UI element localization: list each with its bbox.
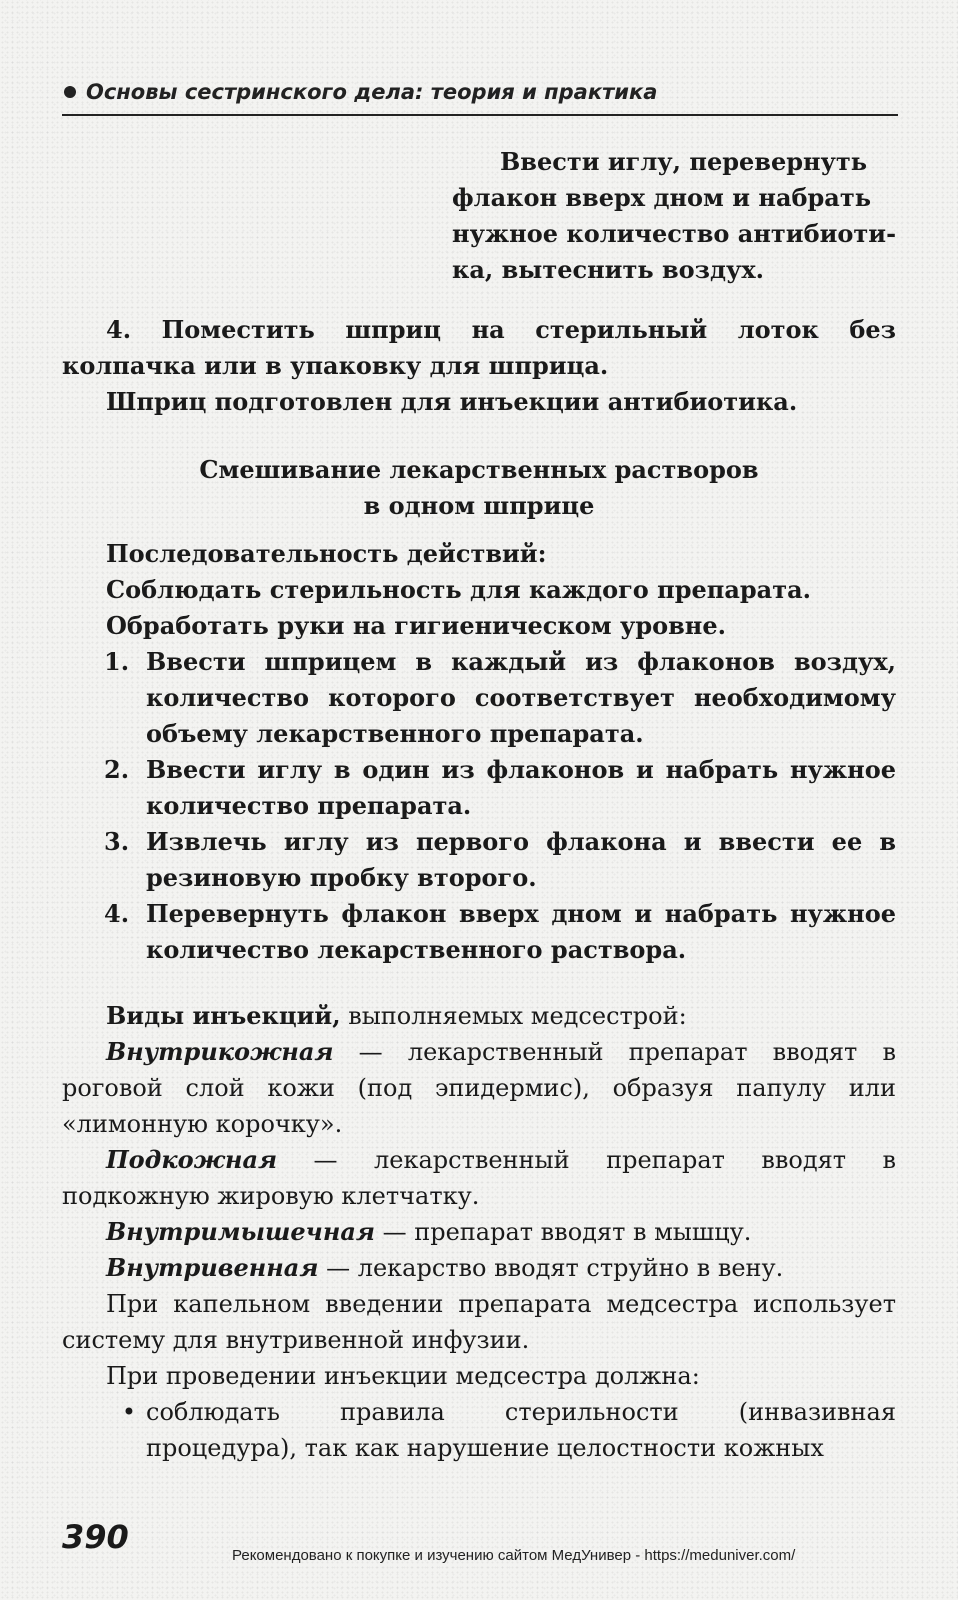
injection-term: Внутривенная [106,1253,319,1282]
running-header [64,80,894,104]
sequence-block [62,536,896,968]
injections-intro-bold: Виды инъекций, [106,1001,341,1030]
step-number: 1. [104,647,130,676]
steps-list [62,644,896,968]
intro-line: флакон вверх дном и набрать [452,183,871,212]
intro-line: ка, вытеснить воздух. [452,255,764,284]
injections-intro [62,998,896,1034]
step-number: 4. [104,899,130,928]
injections-block [62,998,896,1466]
section-heading-line2: в одном шприце [363,491,595,520]
step-text: Перевернуть флакон вверх дном и набрать нужное количество лекарственного раствора. [146,899,896,964]
injection-term: Внутрикожная [106,1037,334,1066]
step4-result: Шприц подготовлен для инъекции антибиотика. [106,387,798,416]
intro-line: нужное количество антибиоти- [452,219,897,248]
sequence-label: Последовательность действий: [106,539,547,568]
bullet-icon: • [121,1398,136,1426]
bullet-dot-icon [64,86,76,98]
footer-note: Рекомендовано к покупке и изучению сайтом МедУнивер - https://meduniver.com/ [232,1547,796,1564]
header-rule [62,114,898,116]
injection-desc: — лекарственный препарат вводят в роговой слой кожи (под эпидермис), образуя папулу или «лимонную корочку». [62,1038,896,1138]
bullet-text: соблюдать правила стерильности (инвазивная процедура), так как нарушение целостности кожных [146,1398,896,1462]
duties-list [62,1394,896,1466]
section-heading [62,452,896,524]
page-number: 390 [62,1518,129,1556]
list-item [62,1394,896,1466]
section-heading-line1: Смешивание лекарственных растворов [199,455,759,484]
list-item [62,824,896,896]
list-item [62,896,896,968]
list-item [62,644,896,752]
injection-term: Подкожная [106,1145,278,1174]
step-text: Ввести шприцем в каждый из флаконов воздух, количество которого соответствует необходимому объему лекарственного препарата. [146,647,896,748]
step-text: Ввести иглу в один из флаконов и набрать нужное количество препарата. [146,755,896,820]
pre-step: Соблюдать стерильность для каждого препарата. [106,575,811,604]
injection-type [62,1250,896,1286]
injection-term: Внутримышечная [106,1217,375,1246]
injections-intro-rest: выполняемых медсестрой: [340,1002,687,1030]
step-number: 3. [104,827,130,856]
intro-block [452,144,897,288]
injection-desc: — лекарственный препарат вводят в подкожную жировую клетчатку. [62,1146,896,1210]
injection-desc: — препарат вводят в мышцу. [374,1218,752,1246]
must-text: При проведении инъекции медсестра должна: [106,1362,700,1390]
step4-block [62,312,896,420]
running-title: Основы сестринского дела: теория и практика [86,80,658,104]
step-number: 2. [104,755,130,784]
list-item [62,752,896,824]
step4-text: 4. Поместить шприц на стерильный лоток без колпачка или в упаковку для шприца. [62,315,896,380]
pre-step: Обработать руки на гигиеническом уровне. [106,611,726,640]
injection-type [62,1142,896,1214]
drip-text: При капельном введении препарата медсестра использует систему для внутривенной инфузии. [62,1290,896,1354]
injection-desc: — лекарство вводят струйно в вену. [318,1254,784,1282]
injection-type [62,1034,896,1142]
injection-type [62,1214,896,1250]
step-text: Извлечь иглу из первого флакона и ввести ее в резиновую пробку второго. [146,827,896,892]
intro-line: Ввести иглу, перевернуть [500,147,868,176]
